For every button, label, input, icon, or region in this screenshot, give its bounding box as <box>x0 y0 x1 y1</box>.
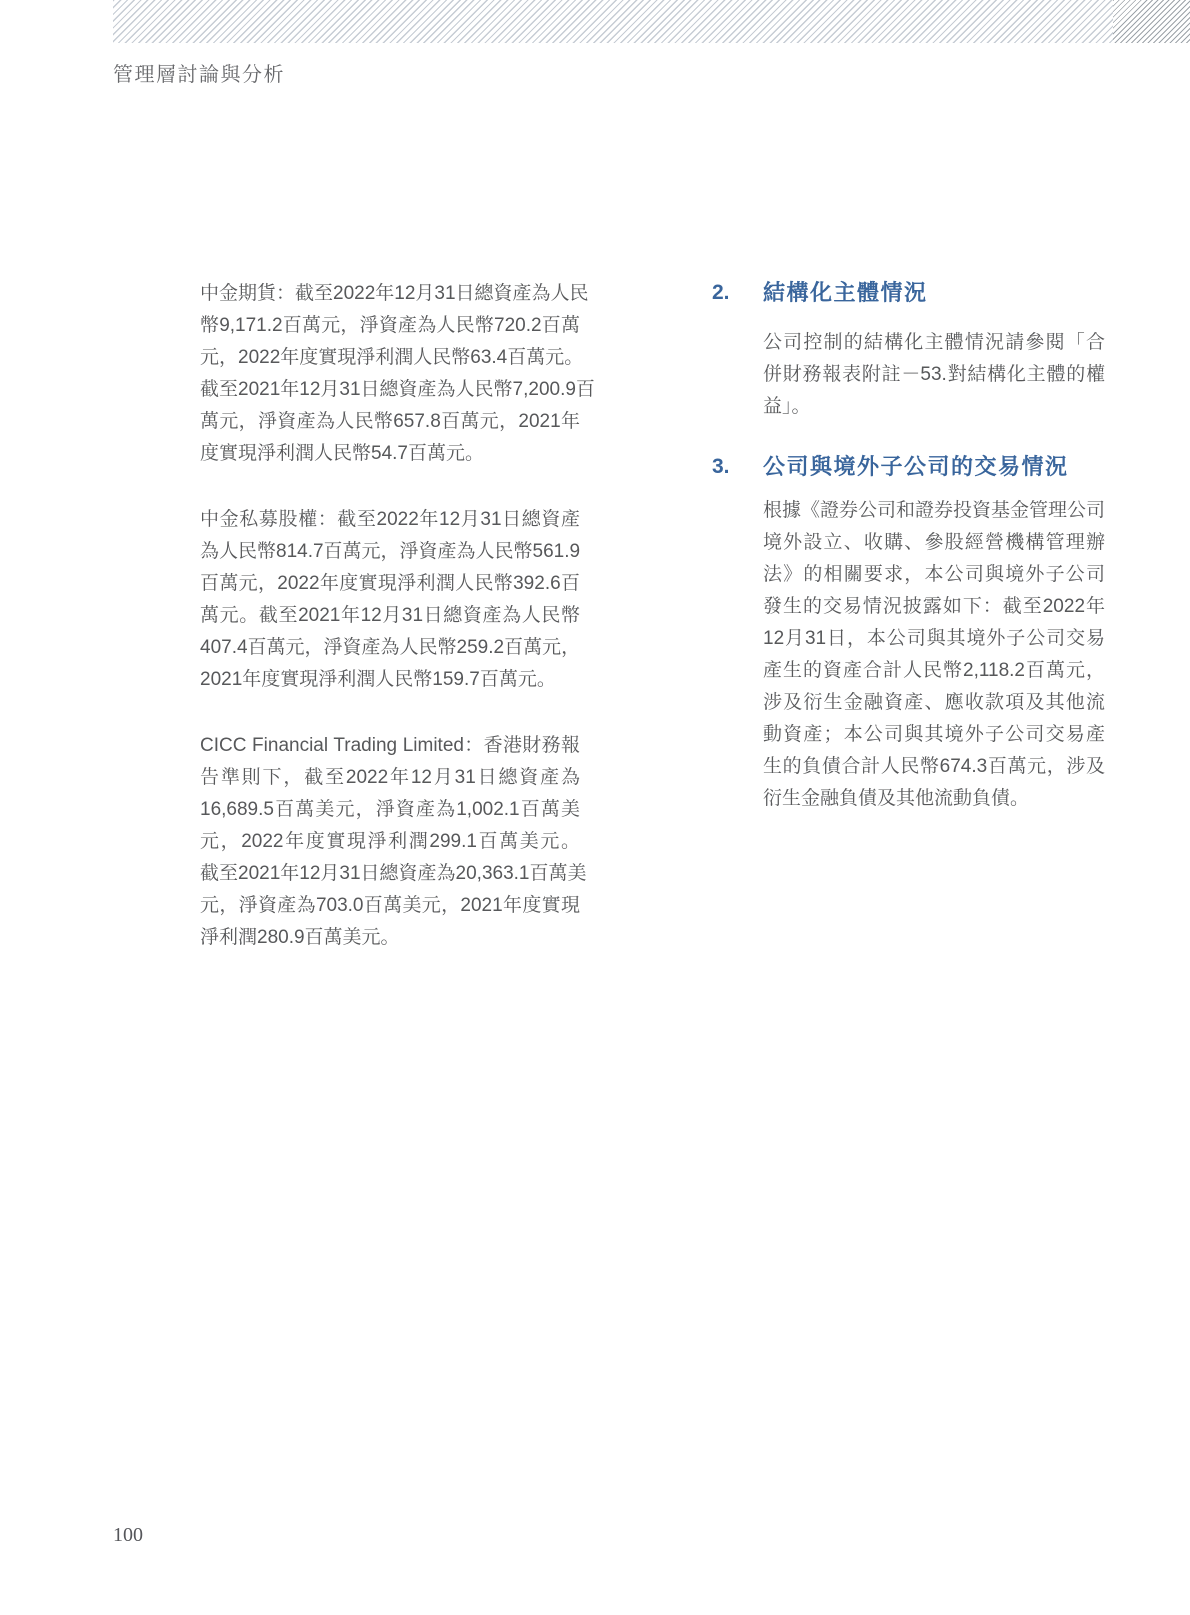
text-line: 益」。 <box>763 396 811 417</box>
paragraph-cicc-futures <box>200 278 595 470</box>
diagonal-hatch-band <box>113 0 1190 43</box>
text-line: 幣9,171.2百萬元，淨資產為人民幣720.2百萬 <box>200 315 580 336</box>
text-line: 法》的相關要求，本公司與境外子公司 <box>763 564 1105 585</box>
text-line: 元，2022年度實現淨利潤人民幣63.4百萬元。 <box>200 347 584 368</box>
paragraph-cicc-financial-trading <box>200 730 587 954</box>
text-line: 百萬元，2022年度實現淨利潤人民幣392.6百 <box>200 573 580 594</box>
section-3-body <box>763 495 1105 815</box>
text-line: CICC Financial Trading Limited：香港財務報 <box>200 735 580 756</box>
text-line: 萬元。截至2021年12月31日總資產為人民幣 <box>200 605 580 626</box>
text-line: 截至2021年12月31日總資產為20,363.1百萬美 <box>200 863 587 884</box>
right-column <box>712 278 1105 815</box>
text-line: 告準則下，截至2022年12月31日總資產為 <box>200 767 580 788</box>
text-line: 萬元，淨資產為人民幣657.8百萬元，2021年 <box>200 411 580 432</box>
section-3-number: 3. <box>712 455 730 478</box>
section-3-heading <box>712 452 1105 482</box>
text-line: 衍生金融負債及其他流動負債。 <box>763 788 1030 809</box>
section-3-title: 公司與境外子公司的交易情況 <box>763 454 1069 479</box>
text-line: 中金期貨：截至2022年12月31日總資產為人民 <box>200 283 589 304</box>
paragraph-cicc-private-equity <box>200 504 580 696</box>
text-line: 元，2022年度實現淨利潤299.1百萬美元。 <box>200 831 580 852</box>
text-line: 12月31日，本公司與其境外子公司交易 <box>763 628 1105 649</box>
text-line: 16,689.5百萬美元，淨資產為1,002.1百萬美 <box>200 799 580 820</box>
text-line: 動資產；本公司與其境外子公司交易產 <box>763 724 1105 745</box>
text-line: 發生的交易情況披露如下：截至2022年 <box>763 596 1105 617</box>
text-line: 併財務報表附註－53.對結構化主體的權 <box>763 364 1105 385</box>
text-line: 產生的資產合計人民幣2,118.2百萬元， <box>763 660 1105 681</box>
text-line: 境外設立、收購、參股經營機構管理辦 <box>763 532 1105 553</box>
text-line: 淨利潤280.9百萬美元。 <box>200 927 400 948</box>
text-line: 元，淨資產為703.0百萬美元，2021年度實現 <box>200 895 580 916</box>
text-line: 截至2021年12月31日總資產為人民幣7,200.9百 <box>200 379 595 400</box>
section-2-number: 2. <box>712 281 730 304</box>
text-line: 公司控制的結構化主體情況請參閱「合 <box>763 332 1105 353</box>
section-2-title: 結構化主體情況 <box>763 280 928 305</box>
page-header-title: 管理層討論與分析 <box>113 64 285 86</box>
text-line: 2021年度實現淨利潤人民幣159.7百萬元。 <box>200 669 556 690</box>
diagonal-hatch-dark-edge <box>1113 0 1190 43</box>
text-line: 生的負債合計人民幣674.3百萬元，涉及 <box>763 756 1105 777</box>
section-2-heading <box>712 278 1105 308</box>
text-line: 為人民幣814.7百萬元，淨資產為人民幣561.9 <box>200 541 581 562</box>
text-line: 中金私募股權：截至2022年12月31日總資產 <box>200 509 580 530</box>
text-line: 根據《證券公司和證券投資基金管理公司 <box>763 500 1106 521</box>
page-number: 100 <box>113 1524 143 1546</box>
left-column <box>200 278 595 954</box>
text-line: 度實現淨利潤人民幣54.7百萬元。 <box>200 443 484 464</box>
text-line: 涉及衍生金融資產、應收款項及其他流 <box>763 692 1105 713</box>
text-line: 407.4百萬元，淨資產為人民幣259.2百萬元， <box>200 637 581 658</box>
section-2-body <box>763 327 1105 423</box>
